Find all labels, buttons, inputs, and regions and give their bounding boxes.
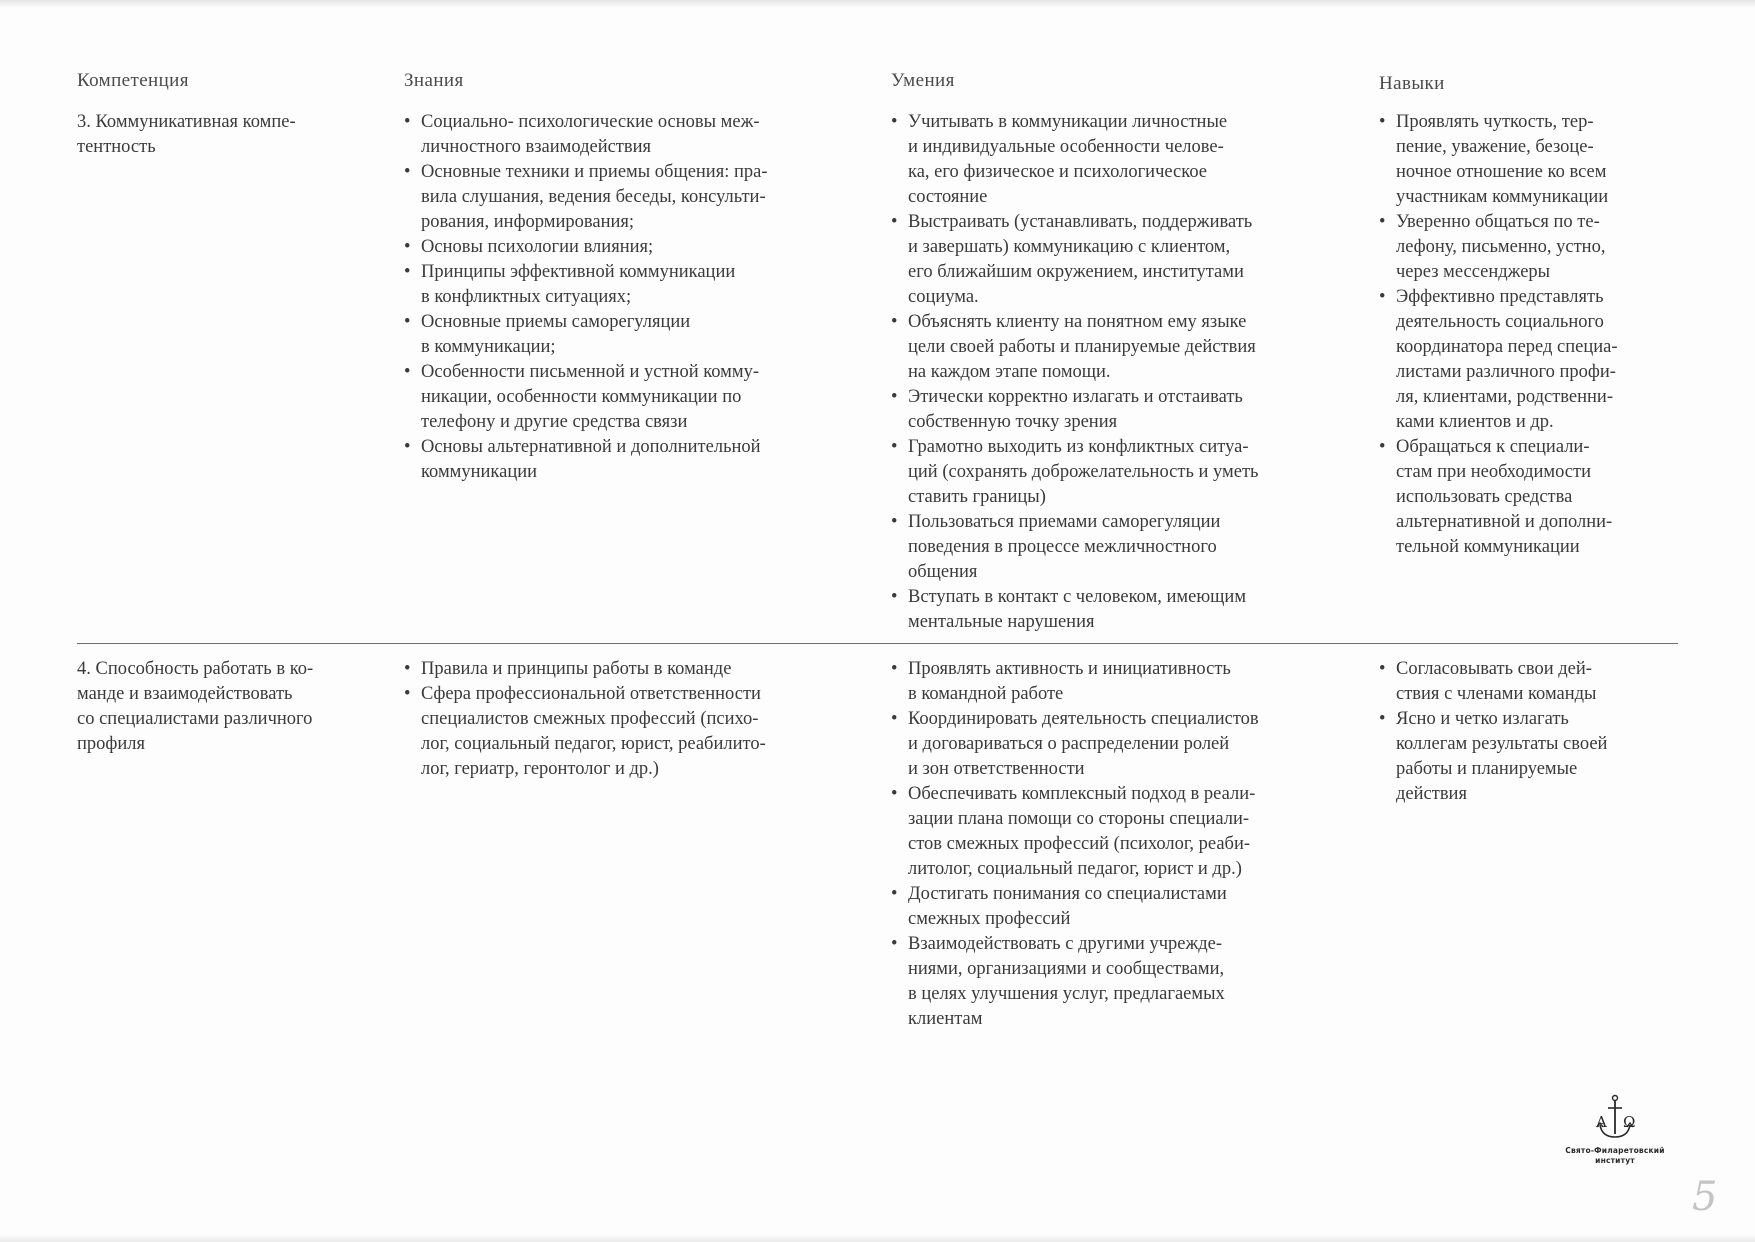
scan-edge-top bbox=[0, 0, 1755, 8]
list-item: • Проявлять чуткость, тер- пение, уважение, безоце- ночное отношение ко всем участникам коммуникации bbox=[1379, 110, 1664, 210]
header-competence: Компетенция bbox=[77, 70, 189, 91]
institute-logo bbox=[1552, 1094, 1678, 1166]
table-body bbox=[77, 110, 1682, 1032]
row-divider bbox=[77, 643, 1678, 644]
scan-edge-bottom bbox=[0, 1234, 1755, 1242]
header-knowledge: Знания bbox=[404, 70, 464, 91]
list-item: • Проявлять активность и инициативность в командной работе bbox=[891, 657, 1361, 707]
table-header bbox=[77, 68, 1682, 110]
table-row bbox=[77, 657, 1682, 1032]
list-item: • Взаимодействовать с другими учрежде- ниями, организациями и сообществами, в целях улучшения услуг, предлагаемых клиентам bbox=[891, 932, 1361, 1032]
list-item: • Учитывать в коммуникации личностные и индивидуальные особенности челове- ка, его физическое и психологическое состояние bbox=[891, 110, 1361, 210]
list-item: • Этически корректно излагать и отстаивать собственную точку зрения bbox=[891, 385, 1361, 435]
list-item: • Особенности письменной и устной комму- никации, особенности коммуникации по телефону и другие средства связи bbox=[404, 360, 873, 435]
list-item: • Уверенно общаться по те- лефону, письменно, устно, через мессенджеры bbox=[1379, 210, 1664, 285]
header-skills: Навыки bbox=[1379, 73, 1445, 94]
list-item: • Обеспечивать комплексный подход в реали- зации плана помощи со стороны специали- стов смежных профессий (психолог, реаби- литолог, социальный педагог, юрист и др.) bbox=[891, 782, 1361, 882]
omega-letter: Ω bbox=[1623, 1113, 1636, 1131]
list-item: • Грамотно выходить из конфликтных ситуа- ций (сохранять доброжелательность и уметь ставить границы) bbox=[891, 435, 1361, 510]
page-number: 5 bbox=[1692, 1174, 1718, 1220]
list-item: • Основные техники и приемы общения: пра- вила слушания, ведения беседы, консульти- рования, информирования; bbox=[404, 160, 873, 235]
skills-cell bbox=[1379, 110, 1682, 635]
skills-cell bbox=[1379, 657, 1682, 1032]
list-item: • Объяснять клиенту на понятном ему языке цели своей работы и планируемые действия на каждом этапе помощи. bbox=[891, 310, 1361, 385]
list-item: • Эффективно представлять деятельность социального координатора перед специа- листами различного профи- ля, клиентами, родственни- ками клиентов и др. bbox=[1379, 285, 1664, 435]
skills-list bbox=[1379, 657, 1682, 807]
knowledge-cell bbox=[404, 110, 891, 635]
logo-caption-line1: Свято-Филаретовский bbox=[1565, 1146, 1665, 1155]
competency-table bbox=[77, 68, 1682, 1032]
list-item: • Социально- психологические основы меж- личностного взаимодействия bbox=[404, 110, 873, 160]
knowledge-list bbox=[404, 110, 891, 485]
list-item: • Основные приемы саморегуляции в коммуникации; bbox=[404, 310, 873, 360]
list-item: • Сфера профессиональной ответственности специалистов смежных профессий (психо- лог, социальный педагог, юрист, реабилито- лог, гериатр, геронтолог и др.) bbox=[404, 682, 873, 782]
skills-list bbox=[1379, 110, 1682, 560]
list-item: • Выстраивать (устанавливать, поддерживать и завершать) коммуникацию с клиентом, его ближайшим окружением, институтами социума. bbox=[891, 210, 1361, 310]
list-item: • Согласовывать свои дей- ствия с членами команды bbox=[1379, 657, 1664, 707]
anchor-icon bbox=[1580, 1094, 1650, 1144]
abilities-list bbox=[891, 657, 1379, 1032]
list-item: • Принципы эффективной коммуникации в конфликтных ситуациях; bbox=[404, 260, 873, 310]
list-item: • Координировать деятельность специалистов и договариваться о распределении ролей и зон ответственности bbox=[891, 707, 1361, 782]
knowledge-cell bbox=[404, 657, 891, 1032]
list-item: • Пользоваться приемами саморегуляции поведения в процессе межличностного общения bbox=[891, 510, 1361, 585]
list-item: • Обращаться к специали- стам при необходимости использовать средства альтернативной и дополни- тельной коммуникации bbox=[1379, 435, 1664, 560]
list-item: • Ясно и четко излагать коллегам результаты своей работы и планируемые действия bbox=[1379, 707, 1664, 807]
abilities-list bbox=[891, 110, 1379, 635]
knowledge-list bbox=[404, 657, 891, 782]
header-abilities: Умения bbox=[891, 70, 955, 91]
list-item: • Вступать в контакт с человеком, имеющим ментальные нарушения bbox=[891, 585, 1361, 635]
list-item: • Основы альтернативной и дополнительной коммуникации bbox=[404, 435, 873, 485]
list-item: • Основы психологии влияния; bbox=[404, 235, 873, 260]
list-item: • Правила и принципы работы в команде bbox=[404, 657, 873, 682]
competence-cell: 3. Коммуникативная компе- тентность bbox=[77, 112, 296, 157]
logo-caption-line2: институт bbox=[1595, 1156, 1635, 1165]
abilities-cell bbox=[891, 110, 1379, 635]
abilities-cell bbox=[891, 657, 1379, 1032]
competence-cell: 4. Способность работать в ко- манде и взаимодействовать со специалистами различного профиля bbox=[77, 659, 314, 754]
list-item: • Достигать понимания со специалистами смежных профессий bbox=[891, 882, 1361, 932]
table-row bbox=[77, 110, 1682, 635]
alpha-letter: A bbox=[1596, 1113, 1607, 1131]
